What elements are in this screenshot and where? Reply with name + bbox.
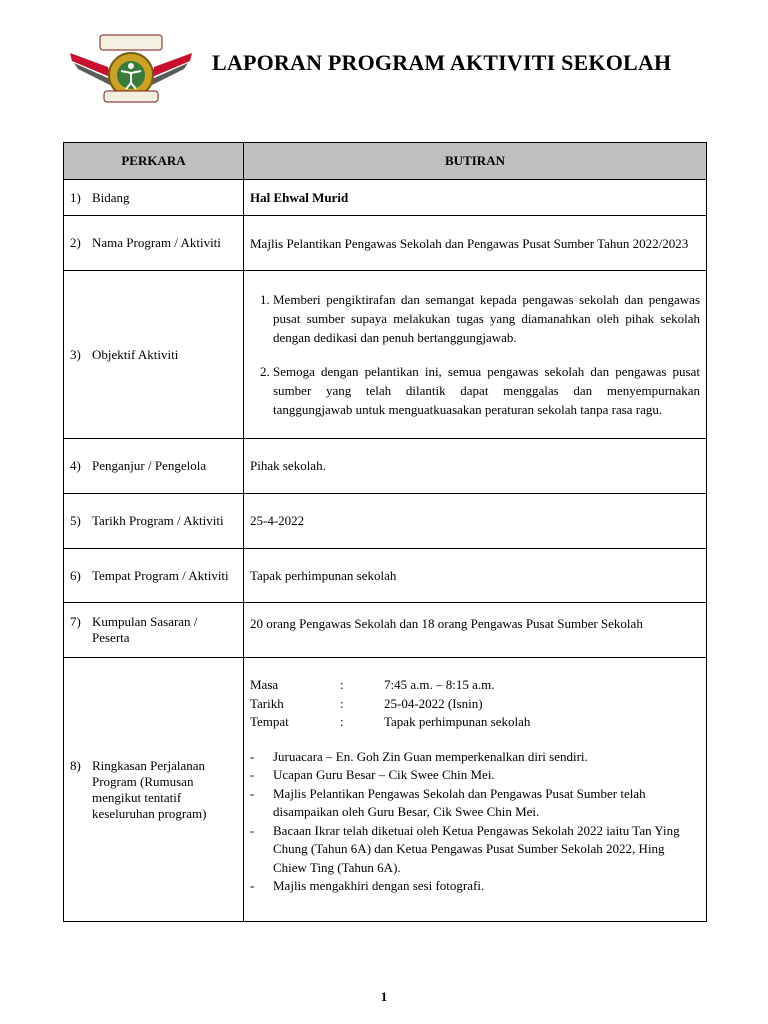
table-header-row <box>64 143 707 180</box>
row-value: Hal Ehwal Murid <box>250 189 349 205</box>
row-value-cell <box>244 180 707 216</box>
report-table <box>63 142 707 922</box>
row-value-cell <box>244 439 707 494</box>
row-value-cell <box>244 216 707 271</box>
row-label-cell: 6) Tempat Program / Aktiviti <box>64 549 244 603</box>
logo-top-banner <box>100 35 162 50</box>
event-list <box>250 748 700 896</box>
row-label: Ringkasan Perjalanan Program (Rumusan mengikut tentatif keseluruhan program) <box>92 757 207 821</box>
table-row <box>64 549 707 603</box>
school-logo <box>68 33 194 105</box>
row-value: 25-4-2022 <box>250 513 305 528</box>
row-label: Bidang <box>92 189 130 205</box>
column-header-butiran: BUTIRAN <box>244 143 707 180</box>
row-label: Kumpulan Sasaran / Peserta <box>92 614 198 645</box>
page-title: LAPORAN PROGRAM AKTIVITI SEKOLAH <box>212 50 672 75</box>
row-label-cell: 8) Ringkasan Perjalanan Program (Rumusan mengikut tentatif keseluruhan program) <box>64 658 244 922</box>
row-label-cell: 1) Bidang <box>64 180 244 216</box>
objective-item: 2. Semoga dengan pelantikan ini, semua pengawas sekolah dan pengawas pusat sumber yang telah dilantik dapat menggalas dan menyempurnakan tanggungjawab untuk menguatkuasakan peraturan sekolah tanpa rasa ragu. <box>273 362 700 419</box>
schedule-row: Tempat : Tapak perhimpunan sekolah <box>250 714 531 729</box>
row-value-cell <box>244 494 707 549</box>
row-value-cell <box>244 603 707 658</box>
list-item: - Juruacara – En. Goh Zin Guan memperkenalkan diri sendiri. <box>250 748 588 764</box>
logo-figure-head <box>128 63 134 69</box>
table-row <box>64 271 707 439</box>
objective-item: 1. Memberi pengiktirafan dan semangat kepada pengawas sekolah dan pengawas pusat sumber supaya melakukan tugas yang diamanahkan oleh pihak sekolah dengan dedikasi dan penuh bertanggungjawab. <box>273 290 700 347</box>
row-value-cell <box>244 549 707 603</box>
row-label-cell: 3) Objektif Aktiviti <box>64 271 244 439</box>
row-label-cell: 4) Penganjur / Pengelola <box>64 439 244 494</box>
table-row <box>64 180 707 216</box>
objective-list <box>250 290 700 419</box>
list-item: - Ucapan Guru Besar – Cik Swee Chin Mei. <box>250 767 495 782</box>
schedule-row: Tarikh : 25-04-2022 (Isnin) <box>250 695 483 711</box>
table-row <box>64 603 707 658</box>
row-value-cell <box>244 658 707 922</box>
row-label: Objektif Aktiviti <box>92 346 179 362</box>
column-header-perkara: PERKARA <box>64 143 244 180</box>
row-label-cell: 2) Nama Program / Aktiviti <box>64 216 244 271</box>
row-value: Tapak perhimpunan sekolah <box>250 567 397 583</box>
list-item: - Majlis Pelantikan Pengawas Sekolah dan Pengawas Pusat Sumber telah disampaikan oleh Guru Besar, Cik Swee Chin Mei. <box>250 785 646 819</box>
table-row <box>64 494 707 549</box>
list-item: - Majlis mengakhiri dengan sesi fotografi. <box>250 878 485 893</box>
row-value: 20 orang Pengawas Sekolah dan 18 orang Pengawas Pusat Sumber Sekolah <box>250 616 643 631</box>
row-label: Nama Program / Aktiviti <box>92 235 221 250</box>
row-value: Majlis Pelantikan Pengawas Sekolah dan Pengawas Pusat Sumber Tahun 2022/2023 <box>250 235 689 251</box>
table-row <box>64 658 707 922</box>
table-row <box>64 439 707 494</box>
row-label: Penganjur / Pengelola <box>92 458 207 473</box>
schedule-row: Masa : 7:45 a.m. – 8:15 a.m. <box>250 677 495 692</box>
row-label: Tarikh Program / Aktiviti <box>92 513 224 528</box>
logo-bottom-banner <box>104 91 158 102</box>
row-label-cell: 5) Tarikh Program / Aktiviti <box>64 494 244 549</box>
row-label: Tempat Program / Aktiviti <box>92 567 229 583</box>
page-number: 1 <box>380 989 388 1004</box>
row-value: Pihak sekolah. <box>250 458 326 473</box>
row-value-cell <box>244 271 707 439</box>
list-item: - Bacaan Ikrar telah diketuai oleh Ketua Pengawas Sekolah 2022 iaitu Tan Ying Chung (Tahun 6A) dan Ketua Pengawas Pusat Sumber Sekolah 2022, Hing Chiew Ting (Tahun 6A). <box>250 822 680 875</box>
table-row <box>64 216 707 271</box>
row-label-cell: 7) Kumpulan Sasaran / Peserta <box>64 603 244 658</box>
